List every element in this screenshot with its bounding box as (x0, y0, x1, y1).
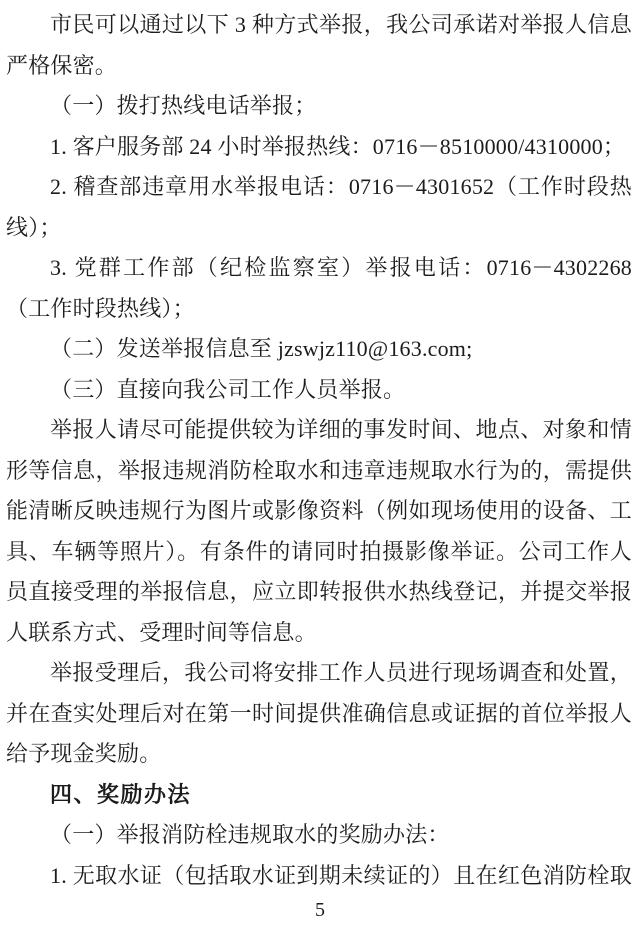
paragraph-hotline-inspection: 2. 稽查部违章用水举报电话：0716－4301652（工作时段热线）； (6, 174, 632, 240)
paragraph-hotline-customer-service: 1. 客户服务部 24 小时举报热线：0716－8510000/4310000； (50, 133, 626, 159)
paragraph-hotline-party-group: 3. 党群工作部（纪检监察室）举报电话：0716－4302268（工作时段热线）； (6, 255, 632, 321)
paragraph-handling-and-reward: 举报受理后，我公司将安排工作人员进行现场调查和处置，并在查实处理后对在第一时间提供准确信息或证据的首位举报人给予现金奖励。 (6, 660, 632, 766)
paragraph-method-2-email: （二）发送举报信息至 jzswjz110@163.com; (50, 336, 473, 361)
paragraph-reward-hydrant-title: （一）举报消防栓违规取水的奖励办法： (50, 822, 450, 847)
paragraph-evidence-requirements: 举报人请尽可能提供较为详细的事发时间、地点、对象和情形等信息，举报违规消防栓取水和违章违规取水行为的，需提供能清晰反映违规行为图片或影像资料（例如现场使用的设备、工具、车辆等照片）。有条件的请同时拍摄影像举证。公司工作人员直接受理的举报信息，应立即转报供水热线登记，并提交举报人联系方式、受理时间等信息。 (6, 417, 632, 645)
paragraph-method-3-in-person: （三）直接向我公司工作人员举报。 (50, 376, 406, 402)
paragraph-method-1-title: （一）拨打热线电话举报； (50, 93, 317, 118)
paragraph-report-intro: 市民可以通过以下 3 种方式举报，我公司承诺对举报人信息严格保密。 (6, 12, 632, 78)
heading-reward-measures: 四、奖励办法 (50, 781, 192, 807)
paragraph-reward-item-1: 1. 无取水证（包括取水证到期未续证的）且在红色消防栓取 (50, 862, 632, 888)
page-number: 5 (315, 899, 325, 921)
